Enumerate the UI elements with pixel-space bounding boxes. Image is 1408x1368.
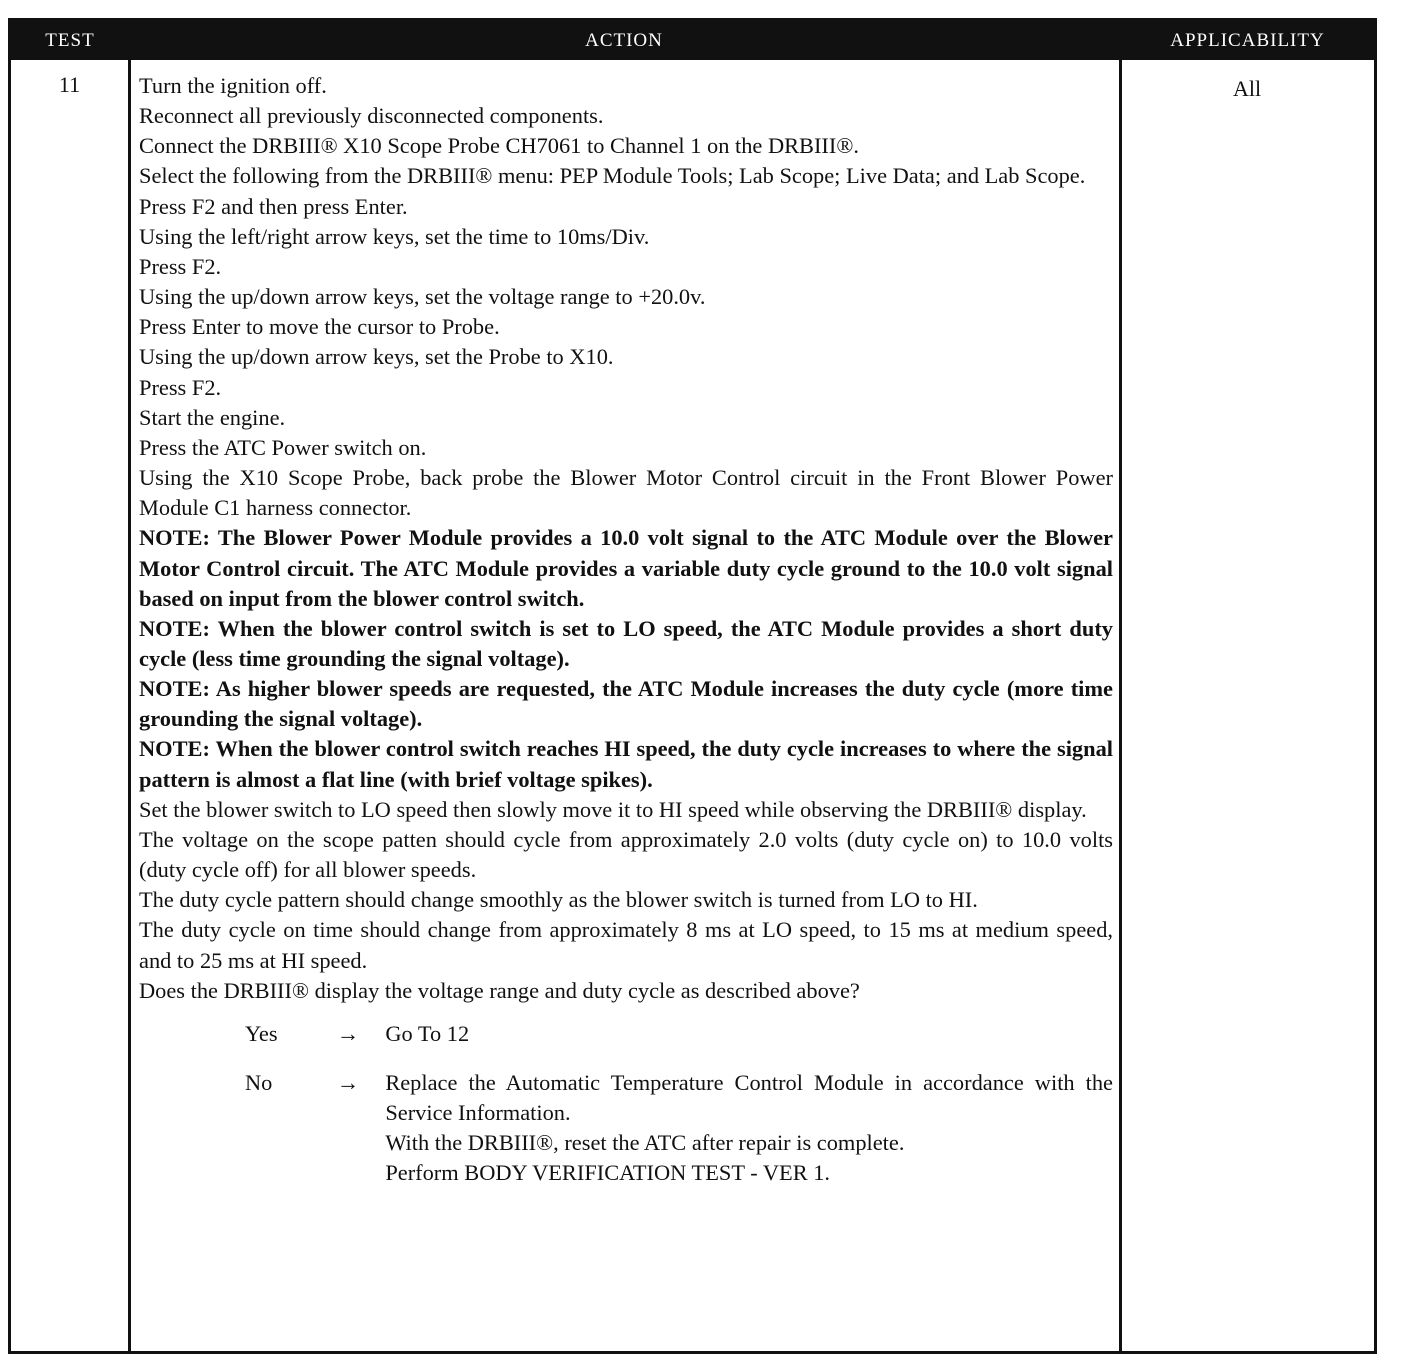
no-result-line: Perform BODY VERIFICATION TEST - VER 1. [385,1160,831,1186]
no-result [385,1068,1113,1189]
action-step: The duty cycle on time should change from approximately 8 ms at LO speed, to 15 ms at medium speed, and to 25 ms at HI speed. [139,917,1113,973]
action-step: Start the engine. [139,404,286,430]
no-result-line: With the DRBIII®, reset the ATC after repair is complete. [385,1130,905,1156]
action-step: Press the ATC Power switch on. [139,434,427,460]
arrow-icon: → [336,1020,360,1046]
action-step: The duty cycle pattern should change smoothly as the blower switch is turned from LO to HI. [139,887,978,913]
note: NOTE: When the blower control switch is set to LO speed, the ATC Module provides a short duty cycle (less time grounding the signal voltage). [139,615,1113,671]
yes-label: Yes [245,1020,278,1046]
arrow-icon: → [336,1070,360,1095]
action-step: Turn the ignition off. [139,73,327,98]
action-step: Press F2. [139,374,222,400]
action-step: The voltage on the scope patten should cycle from approximately 2.0 volts (duty cycle on) to 10.0 volts (duty cycle off) for all blower speeds. [139,826,1113,883]
action-cell [139,71,1113,1189]
action-step: Using the X10 Scope Probe, back probe the Blower Motor Control circuit in the Front Blower Power Module C1 harness connector. [139,465,1113,521]
question: Does the DRBIII® display the voltage range and duty cycle as described above? [139,977,860,1003]
note: NOTE: The Blower Power Module provides a 10.0 volt signal to the ATC Module over the Blower Motor Control circuit. The ATC Module provides a variable duty cycle ground to the 10.0 volt signal based on input from the blower control switch. [139,525,1113,611]
no-label: No [245,1070,273,1095]
note: NOTE: When the blower control switch reaches HI speed, the duty cycle increases to where the signal pattern is almost a flat line (with brief voltage spikes). [139,736,1113,792]
action-step: Set the blower switch to LO speed then slowly move it to HI speed while observing the DRBIII® display. [139,796,1087,822]
table-header [11,21,1374,60]
action-step: Connect the DRBIII® X10 Scope Probe CH7061 to Channel 1 on the DRBIII®. [139,133,859,159]
action-step: Press F2. [139,253,222,279]
column-divider [1119,60,1122,1351]
action-step: Press F2 and then press Enter. [139,193,408,219]
header-test: TEST [45,30,95,51]
yes-result-text: Go To 12 [385,1020,470,1046]
action-step: Press Enter to move the cursor to Probe. [139,314,500,340]
action-step: Using the left/right arrow keys, set the time to 10ms/Div. [139,223,650,249]
action-step: Select the following from the DRBIII® menu: PEP Module Tools; Lab Scope; Live Data; and Lab Scope. [139,163,1086,189]
no-result-line: Replace the Automatic Temperature Control Module in accordance with the Service Information. [385,1070,1113,1126]
action-step: Reconnect all previously disconnected components. [139,103,604,129]
column-divider [128,60,131,1351]
applicability-value: All [1232,76,1262,101]
test-number: 11 [58,72,81,97]
diagnostic-test-table [8,18,1377,1354]
yes-result [385,1019,1113,1049]
action-step: Using the up/down arrow keys, set the voltage range to +20.0v. [139,284,706,310]
outcome-yes [139,1019,1113,1049]
header-applicability: APPLICABILITY [1170,30,1325,51]
header-action: ACTION [585,30,663,51]
outcome-no [139,1068,1113,1189]
outcomes [139,1019,1113,1189]
action-step: Using the up/down arrow keys, set the Probe to X10. [139,344,614,370]
note: NOTE: As higher blower speeds are requested, the ATC Module increases the duty cycle (more time grounding the signal voltage). [139,676,1113,732]
